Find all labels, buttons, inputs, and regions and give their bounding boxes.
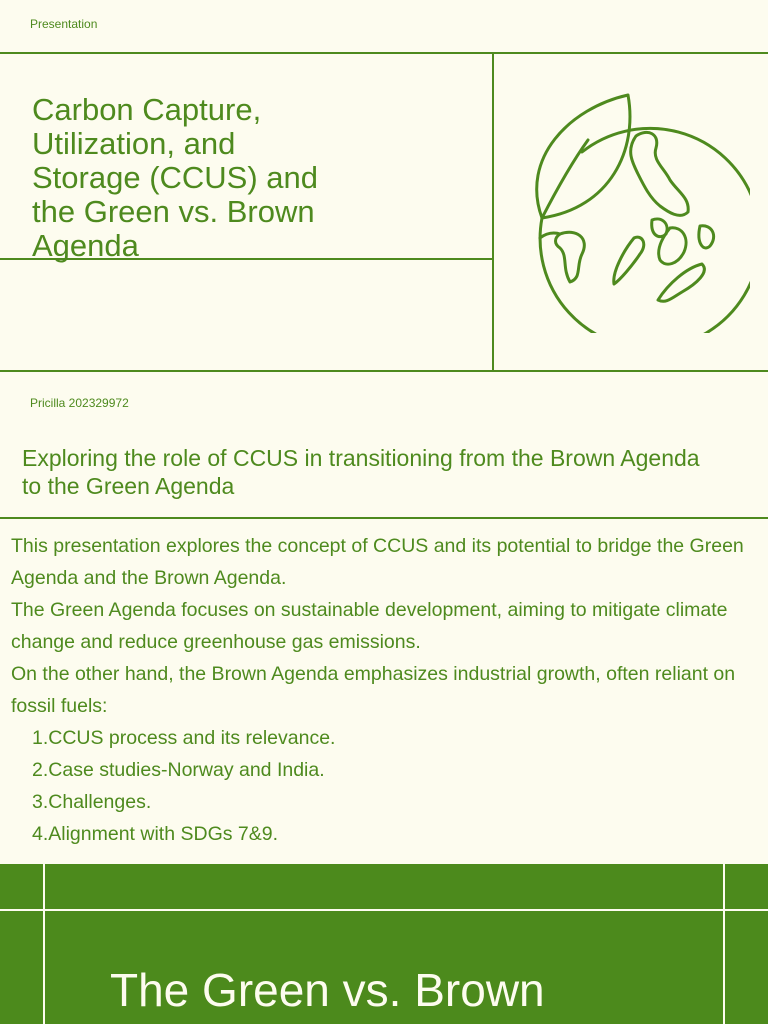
header-label: Presentation — [30, 17, 98, 31]
globe-leaf-icon — [520, 88, 750, 333]
footer-line-horizontal — [0, 909, 768, 911]
divider-subtitle — [0, 517, 768, 519]
footer-title: The Green vs. Brown — [110, 964, 545, 1016]
body-paragraph: The Green Agenda focuses on sustainable development, aiming to mitigate climate change and reduce greenhouse gas emissions. — [11, 599, 728, 653]
footer-line-right — [723, 864, 725, 1024]
list-item: 4.Alignment with SDGs 7&9. — [32, 823, 279, 845]
footer-band — [0, 864, 768, 1024]
list-item: 1.CCUS process and its relevance. — [32, 727, 336, 749]
divider-top — [0, 52, 768, 54]
list-item: 3.Challenges. — [32, 791, 152, 813]
topic-list — [11, 722, 751, 850]
subtitle: Exploring the role of CCUS in transitioning from the Brown Agenda to the Green Agenda — [22, 445, 700, 499]
body-text — [11, 530, 751, 850]
author-label: Pricilla 202329972 — [30, 396, 129, 410]
divider-vertical — [492, 52, 494, 372]
list-item: 2.Case studies-Norway and India. — [32, 759, 325, 781]
divider-title-bottom — [0, 370, 768, 372]
body-paragraph: This presentation explores the concept of CCUS and its potential to bridge the Green Agenda and the Brown Agenda. — [11, 535, 744, 589]
footer-line-left — [43, 864, 45, 1024]
body-paragraph: On the other hand, the Brown Agenda emphasizes industrial growth, often reliant on fossil fuels: — [11, 663, 736, 717]
page-title: Carbon Capture, Utilization, and Storage (CCUS) and the Green vs. Brown Agenda — [32, 92, 319, 263]
